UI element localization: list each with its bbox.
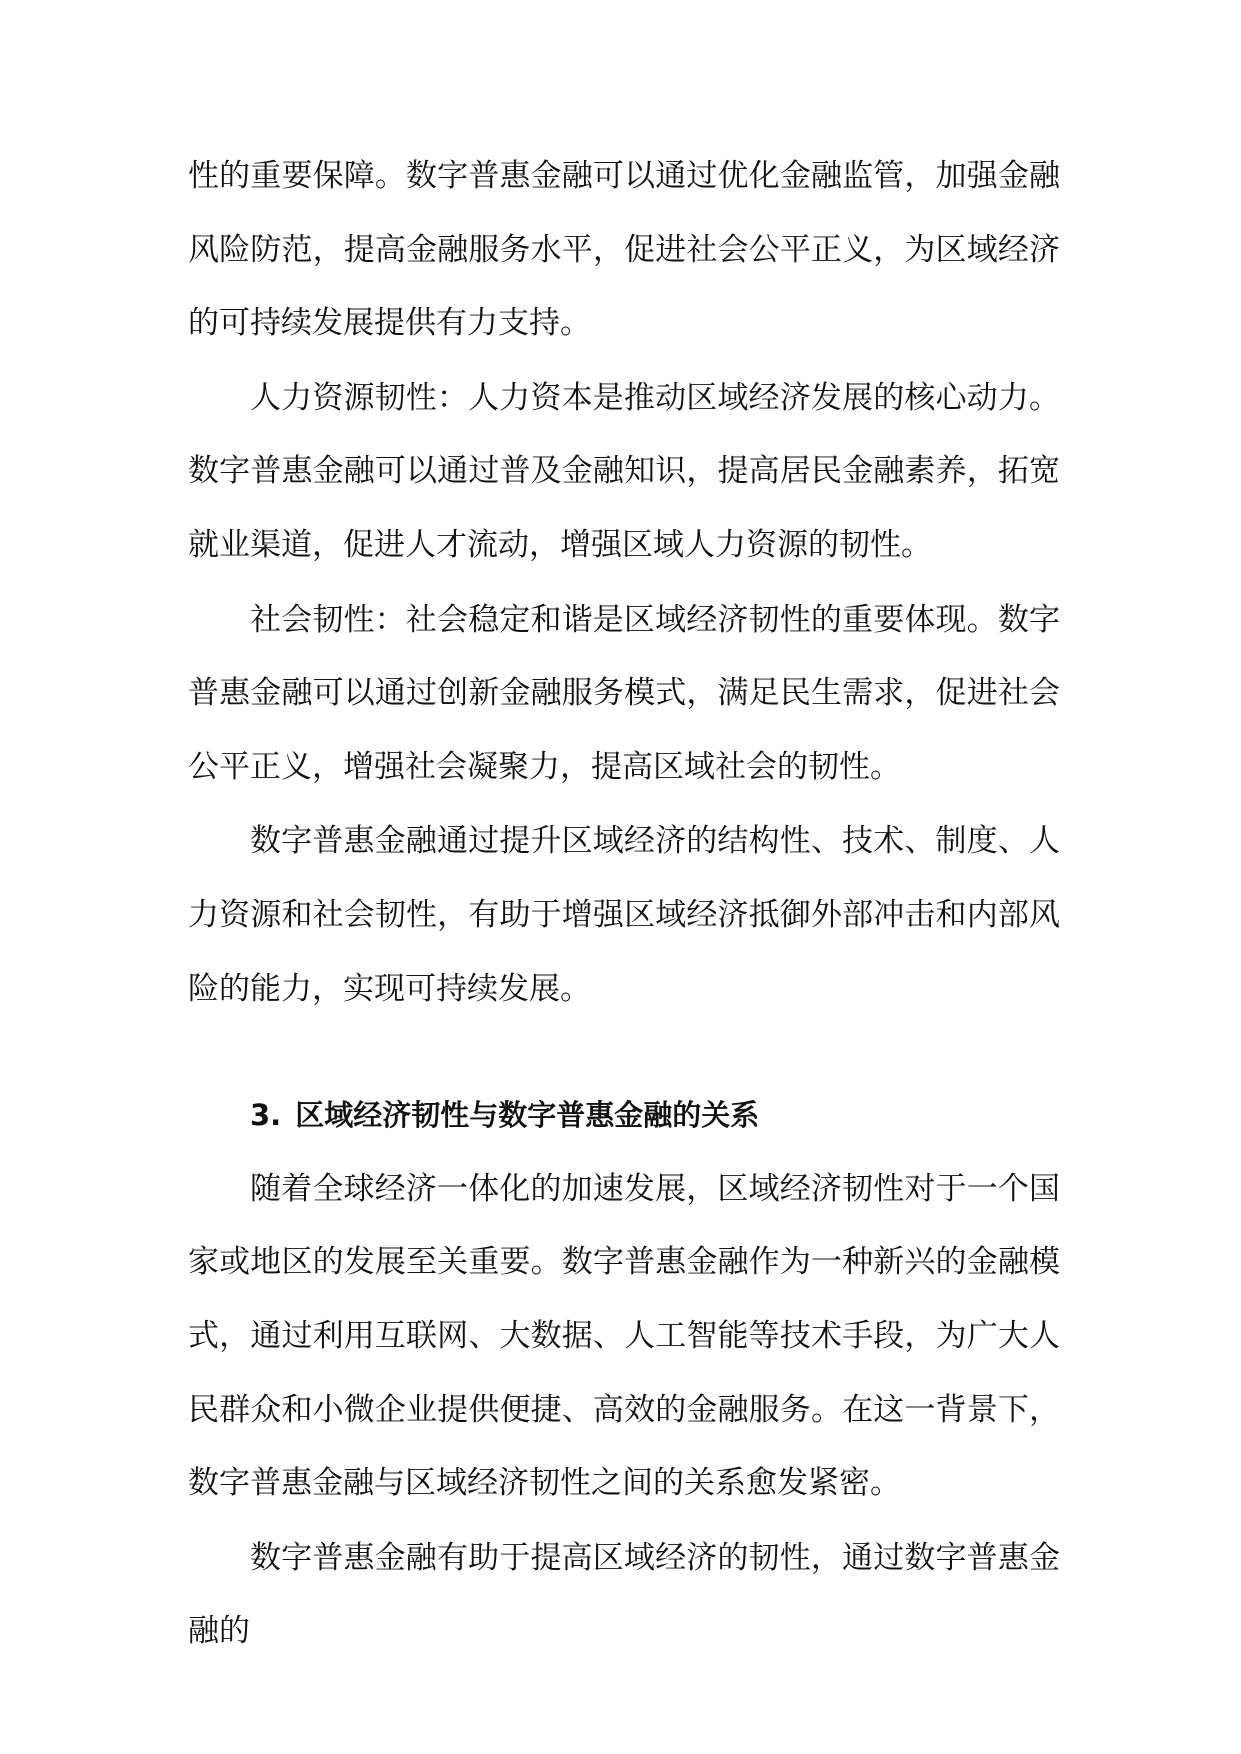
section-title: 区域经济韧性与数字普惠金融的关系 <box>295 1098 760 1133</box>
paragraph-social-resilience: 社会韧性：社会稳定和谐是区域经济韧性的重要体现。数字普惠金融可以通过创新金融服务模式，满足民生需求，促进社会公平正义，增强社会凝聚力，提高区域社会的韧性。 <box>188 601 1060 785</box>
paragraph-summary: 数字普惠金融通过提升区域经济的结构性、技术、制度、人力资源和社会韧性，有助于增强区域经济抵御外部冲击和内部风险的能力，实现可持续发展。 <box>188 823 1060 1007</box>
paragraph-relationship-continued: 数字普惠金融有助于提高区域经济的韧性，通过数字普惠金融的 <box>188 1539 1060 1650</box>
body-text <box>188 140 1060 1669</box>
section-heading <box>188 1079 1060 1153</box>
paragraph-continued: 性的重要保障。数字普惠金融可以通过优化金融监管，加强金融风险防范，提高金融服务水平，促进社会公平正义，为区域经济的可持续发展提供有力支持。 <box>188 158 1060 342</box>
paragraph-relationship-intro: 随着全球经济一体化的加速发展，区域经济韧性对于一个国家或地区的发展至关重要。数字普惠金融作为一种新兴的金融模式，通过利用互联网、大数据、人工智能等技术手段，为广大人民群众和小微企业提供便捷、高效的金融服务。在这一背景下，数字普惠金融与区域经济韧性之间的关系愈发紧密。 <box>188 1170 1060 1502</box>
paragraph-human-resource-resilience: 人力资源韧性：人力资本是推动区域经济发展的核心动力。数字普惠金融可以通过普及金融知识，提高居民金融素养，拓宽就业渠道，促进人才流动，增强区域人力资源的韧性。 <box>188 379 1060 563</box>
section-number: 3. <box>250 1098 282 1133</box>
